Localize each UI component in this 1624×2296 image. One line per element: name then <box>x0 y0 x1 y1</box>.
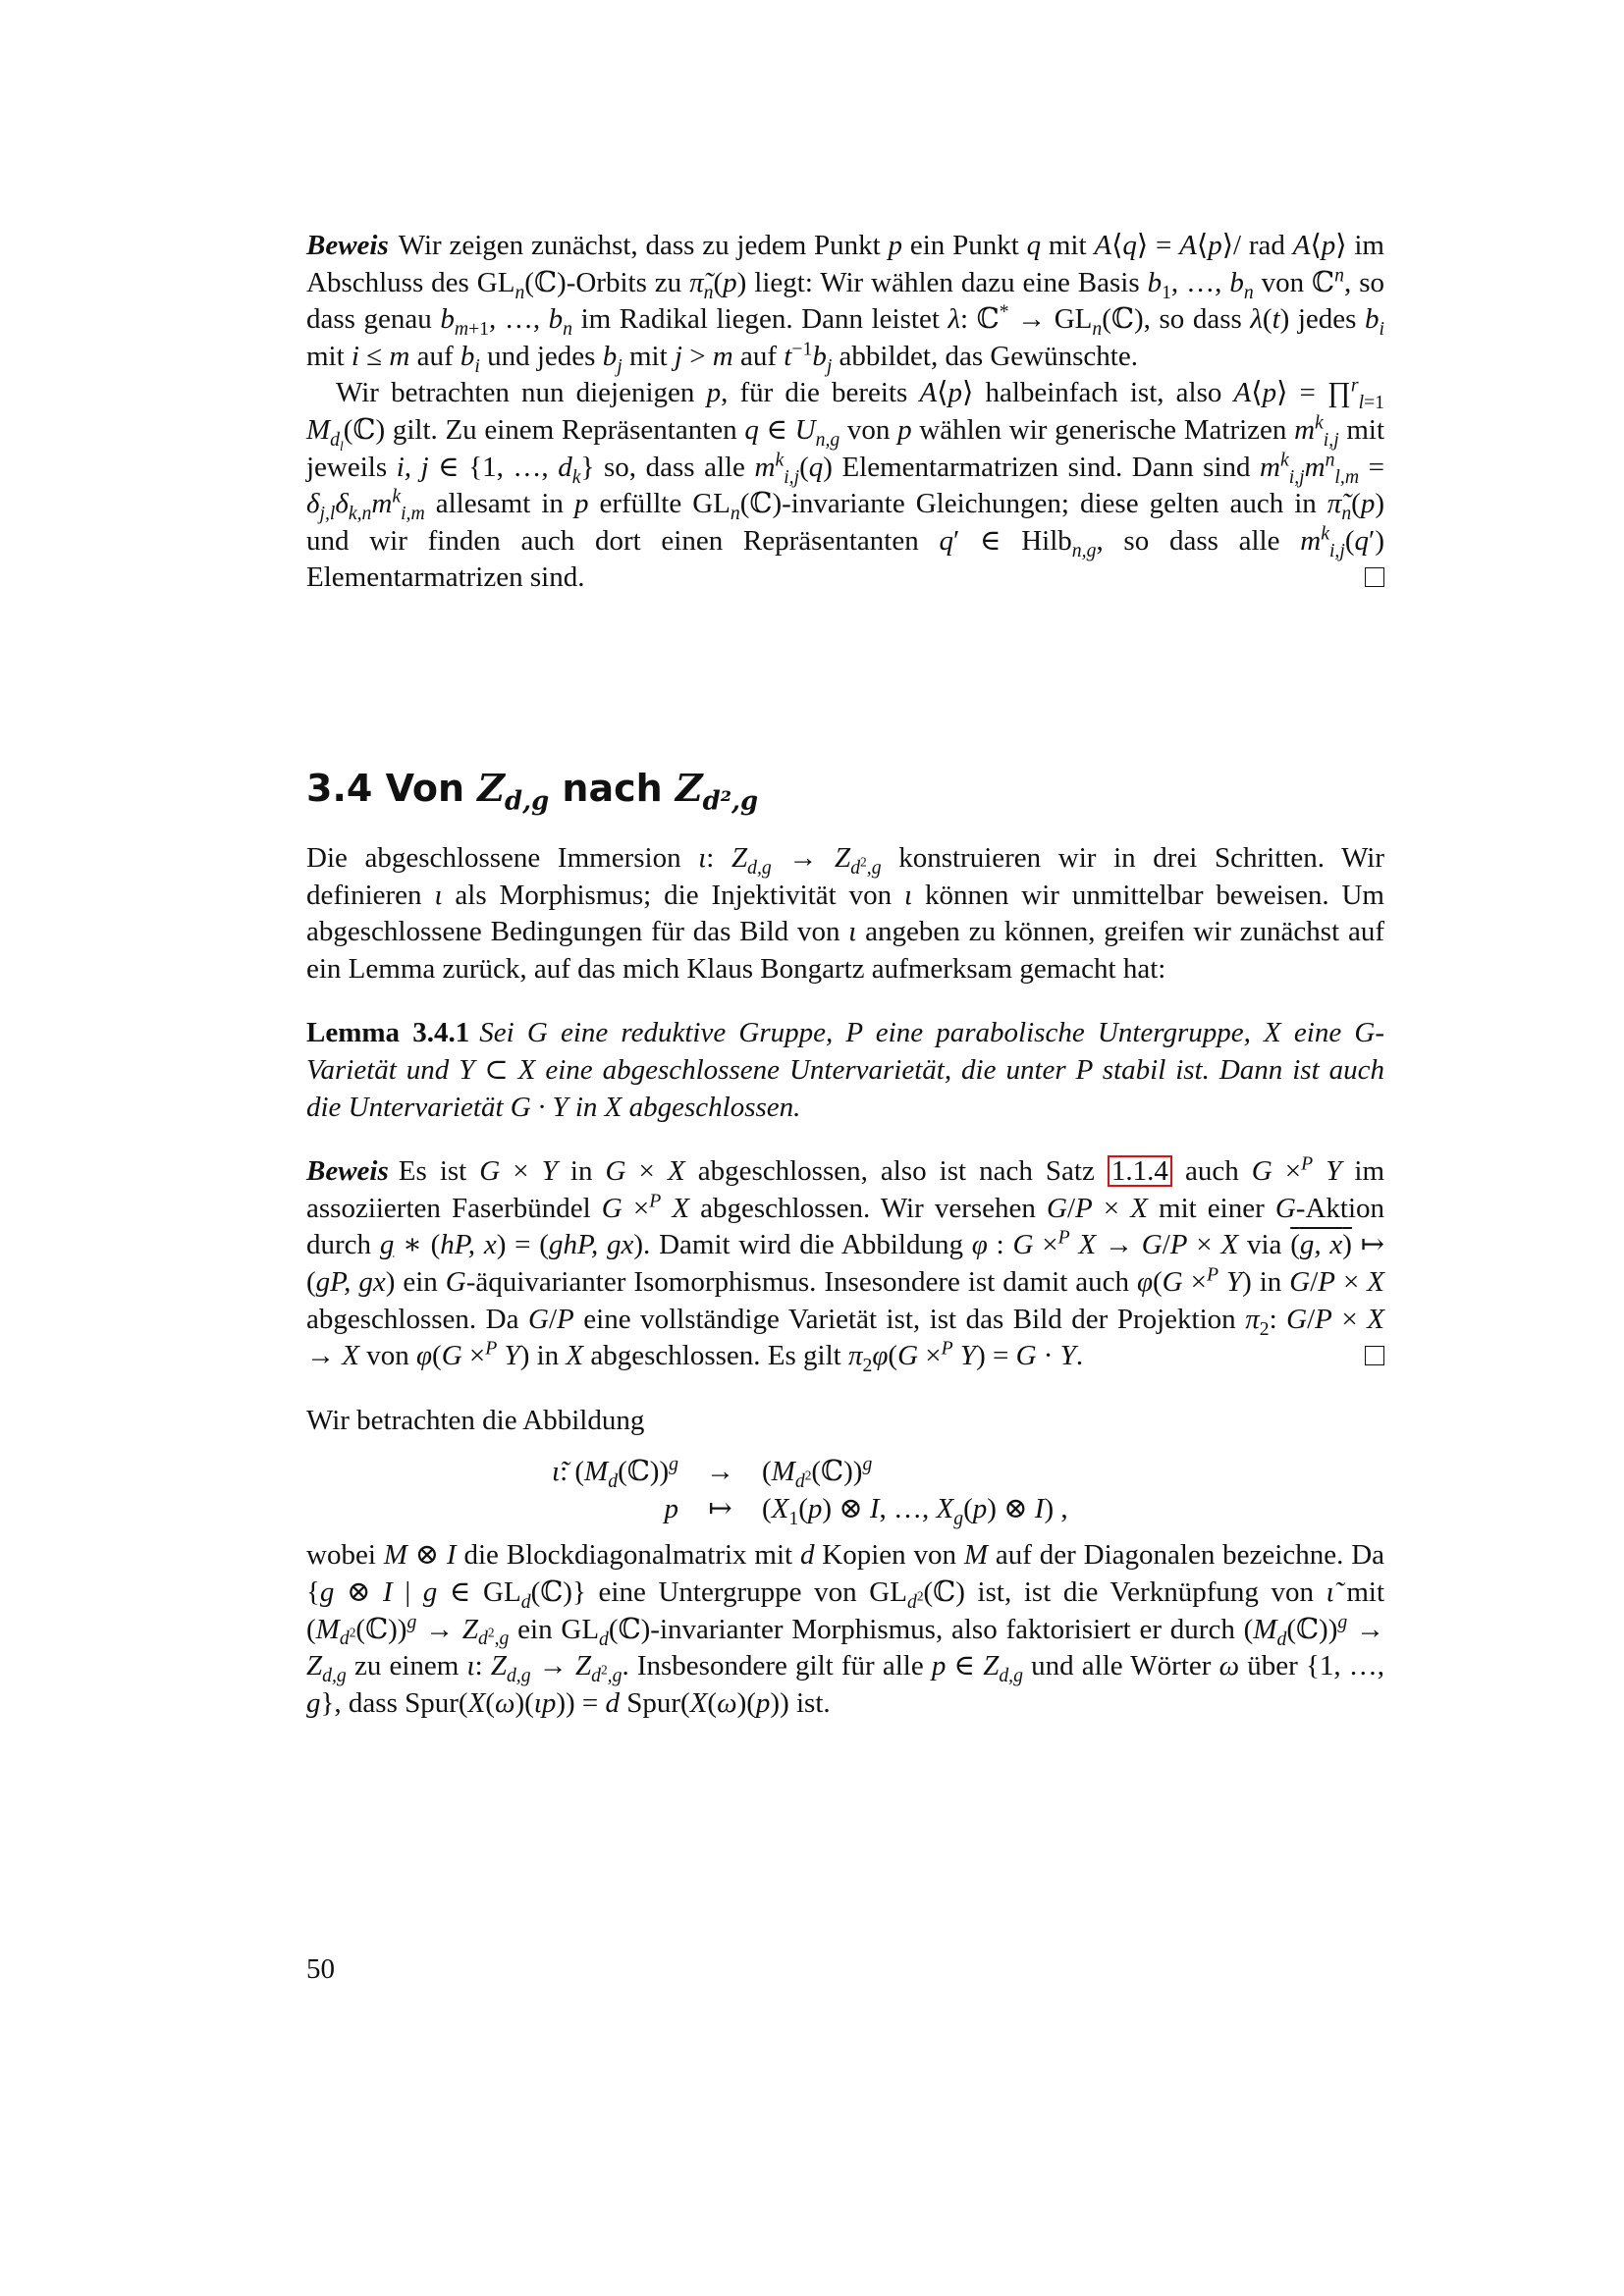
section-title-mid: nach <box>562 767 663 810</box>
section-title-pre: Von <box>385 767 465 810</box>
page-body <box>306 228 1384 597</box>
proof-1-paragraph-1: Beweis Wir zeigen zunächst, dass zu jedem Punkt p ein Punkt q mit A⟨q⟩ = A⟨p⟩/ rad A⟨p⟩ im Abschluss des $GL_n(ℂ)$-Orbits zu $\pĩ_n(p)$ liegt: Wir wählen dazu eine Basis $b_1$, …, $b_n$ von ℂ$^n$, so dass genau $b_{m+1}$, …, $b_n$ im Radikal liegen. Dann leistet λ: ℂ* → $GL_n(ℂ)$, so dass λ(t) jedes $b_i$ mit i ≤ m auf $b_i$ und jedes $b_j$ mit j > m auf $t^{-1}b_j$ abbildet, das Gewünschte. <box>306 230 1385 377</box>
proof-label: Beweis <box>306 230 389 261</box>
section-title-math-a: $Z_{d,g}$ <box>477 766 550 817</box>
eq-row1-arrow: → <box>705 1456 734 1488</box>
qed-box <box>1365 567 1384 587</box>
proof-1-paragraph-2: Wir betrachten nun diejenigen p, für die bereits A⟨p⟩ halbeinfach ist, also A⟨p⟩ = ∏$^r_{l=1}$ $M_{d_l}(ℂ)$ gilt. Zu einem Repräsentanten q ∈ $U_{n,g}$ von p wählen wir generische Matrizen $m^k_{i,j}$ mit jeweils i, j ∈ {1, …, $d_k$} so, dass alle $m^k_{i,j}(q)$ Elementarmatrizen sind. Dann sind $m^k_{i,j}m^n_{l,m} = \delta_{j,l}\delta_{k,n}m^k_{i,m}$ allesamt in p erfüllte $GL_n(ℂ)$-invariante Gleichungen; diese gelten auch in $\pĩ_n(p)$ und wir finden auch dort einen Repräsentanten q′ ∈ Hilb$_{n,g}$, so dass alle $m^k_{i,j}(q')$ Elementarmatrizen sind. <box>306 374 1385 594</box>
eq-row2-arrow: ↦ <box>708 1493 732 1525</box>
lemma: Lemma 3.4.1 Sei G eine reduktive Gruppe, P eine parabolische Untergruppe, X eine G-Varietät und Y ⊂ X eine abgeschlossene Untervarietät, die unter P stabil ist. Dann ist auch die Untervarietät G · Y in X abgeschlossen. <box>306 1017 1385 1123</box>
display-equation <box>542 1453 1384 1530</box>
eq-row1-left: ι̃: $(M_d(ℂ))^g$ <box>552 1453 678 1493</box>
section-intro: Die abgeschlossene Immersion ι: $Z_{d,g} \to Z_{d^2,g}$ konstruieren wir in drei Schritten. Wir definieren ι als Morphismus; die Injektivität von ι können wir unmittelbar beweisen. Um abgeschlossene Bedingungen für das Bild von ι angeben zu können, greifen wir zunächst auf ein Lemma zurück, auf das mich Klaus Bongartz aufmerksam gemacht hat: <box>306 842 1384 985</box>
reference-link-1-1-4[interactable]: 1.1.4 <box>1108 1155 1172 1187</box>
section-body <box>306 840 1384 1722</box>
lead-sentence: Wir betrachten die Abbildung <box>306 1404 645 1436</box>
page-number: 50 <box>306 1953 335 1985</box>
eq-row1-right: $(M_{d^2}(ℂ))^g$ <box>761 1453 873 1493</box>
proof-2-label: Beweis <box>306 1155 389 1188</box>
section-heading <box>306 764 759 817</box>
section-number: 3.4 <box>306 767 373 810</box>
closing-paragraph: wobei M ⊗ I die Blockdiagonalmatrix mit d Kopien von M auf der Diagonalen bezeichne. Da {g ⊗ I | g ∈ $GL_d(ℂ)$} eine Untergruppe von $GL_{d^2}(ℂ)$ ist, ist die Verknüpfung von ι̃ mit $(M_{d^2}(ℂ))^g \to Z_{d^2,g}$ ein $GL_d(ℂ)$-invarianter Morphismus, also faktorisiert er durch $(M_d(ℂ))^g \to Z_{d,g}$ zu einem ι: $Z_{d,g} \to Z_{d^2,g}$. Insbesondere gilt für alle p ∈ $Z_{d,g}$ und alle Wörter ω über {1, …, g}, dass Spur(X(ω)(ιp)) = d Spur(X(ω)(p)) ist. <box>306 1539 1385 1719</box>
eq-row2-right: ($X_1(p)$ ⊗ I, …, $X_g(p)$ ⊗ I) , <box>761 1493 1068 1530</box>
eq-row2-left: p <box>664 1493 678 1525</box>
lemma-label: Lemma 3.4.1 <box>306 1017 470 1049</box>
qed-box-2 <box>1365 1346 1384 1365</box>
section-title-math-b: $Z_{d^2,g}$ <box>675 766 759 817</box>
proof-2: Beweis Es ist G × Y in G × X abgeschlossen, also ist nach Satz 1.1.4 auch G ×$^P$ Y im assoziierten Faserbündel G ×$^P$ X abgeschlossen. Wir versehen G/P × X mit einer G-Aktion durch g ∗ (hP, x) = (ghP, gx). Damit wird die Abbildung φ : G ×$^P$ X → G/P × X via (g, x) ↦ (gP, gx) ein G-äquivarianter Isomorphismus. Insesondere ist damit auch φ(G ×$^P$ Y) in G/P × X abgeschlossen. Da G/P eine vollständige Varietät ist, ist das Bild der Projektion $\pi_2$: G/P × X → X von φ(G ×$^P$ Y) in X abgeschlossen. Es gilt $\pi_2\varphi(G \times^P$ Y) = G · Y. <box>306 1152 1385 1376</box>
